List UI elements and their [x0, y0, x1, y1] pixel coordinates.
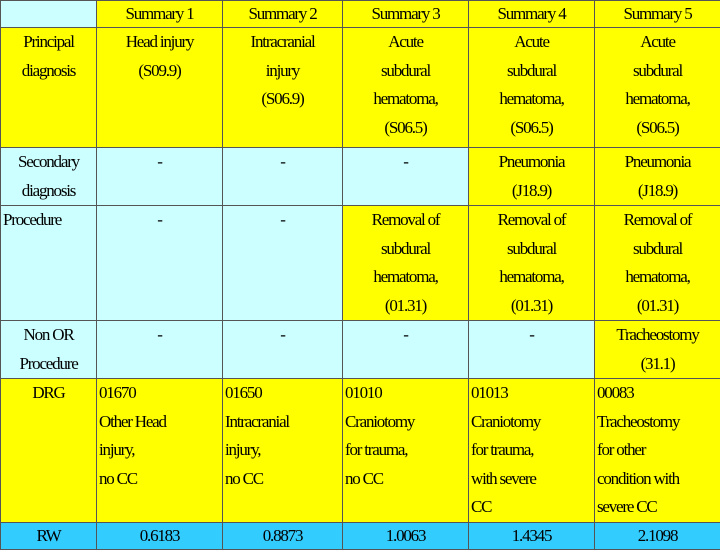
row-principal-diagnosis — [1, 28, 720, 148]
cell-procedure-4: Removal of subdural hematoma, (01.31) — [469, 206, 595, 321]
cell-procedure-2: - — [223, 206, 343, 321]
cell-principal-diagnosis-5: Acute subdural hematoma, (S06.5) — [595, 28, 720, 148]
cell-drg-5: 00083 Tracheostomy for other condition with severe CC — [595, 379, 720, 523]
cell-drg-2: 01650 Intracranial injury, no CC — [223, 379, 343, 523]
cell-principal-diagnosis-3: Acute subdural hematoma, (S06.5) — [343, 28, 469, 148]
cell-procedure-1: - — [97, 206, 223, 321]
corner-cell — [1, 1, 97, 28]
column-header-summary-4: Summary 4 — [469, 1, 595, 28]
cell-secondary-diagnosis-5: Pneumonia (J18.9) — [595, 148, 720, 206]
cell-secondary-diagnosis-2: - — [223, 148, 343, 206]
cell-rw-4: 1.4345 — [469, 522, 595, 549]
column-header-summary-5: Summary 5 — [595, 1, 720, 28]
row-label-rw: RW — [1, 522, 97, 549]
cell-rw-2: 0.8873 — [223, 522, 343, 549]
row-procedure — [1, 206, 720, 321]
column-header-summary-3: Summary 3 — [343, 1, 469, 28]
cell-drg-3: 01010 Craniotomy for trauma, no CC — [343, 379, 469, 523]
column-header-summary-1: Summary 1 — [97, 1, 223, 28]
cell-secondary-diagnosis-4: Pneumonia (J18.9) — [469, 148, 595, 206]
row-secondary-diagnosis — [1, 148, 720, 206]
cell-rw-5: 2.1098 — [595, 522, 720, 549]
cell-secondary-diagnosis-1: - — [97, 148, 223, 206]
row-drg — [1, 379, 720, 523]
row-label-secondary-diagnosis: Secondary diagnosis — [1, 148, 97, 206]
cell-secondary-diagnosis-3: - — [343, 148, 469, 206]
cell-rw-1: 0.6183 — [97, 522, 223, 549]
cell-rw-3: 1.0063 — [343, 522, 469, 549]
cell-non-or-procedure-2: - — [223, 321, 343, 379]
cell-drg-1: 01670 Other Head injury, no CC — [97, 379, 223, 523]
row-label-non-or-procedure: Non OR Procedure — [1, 321, 97, 379]
cell-principal-diagnosis-1: Head injury (S09.9) — [97, 28, 223, 148]
cell-procedure-5: Removal of subdural hematoma, (01.31) — [595, 206, 720, 321]
row-label-procedure: Procedure — [1, 206, 97, 321]
row-non-or-procedure — [1, 321, 720, 379]
cell-non-or-procedure-3: - — [343, 321, 469, 379]
row-rw — [1, 522, 720, 549]
cell-non-or-procedure-4: - — [469, 321, 595, 379]
cell-procedure-3: Removal of subdural hematoma, (01.31) — [343, 206, 469, 321]
row-label-drg: DRG — [1, 379, 97, 523]
cell-drg-4: 01013 Craniotomy for trauma, with severe CC — [469, 379, 595, 523]
cell-principal-diagnosis-2: Intracranial injury (S06.9) — [223, 28, 343, 148]
row-label-principal-diagnosis: Principal diagnosis — [1, 28, 97, 148]
cell-non-or-procedure-1: - — [97, 321, 223, 379]
cell-non-or-procedure-5: Tracheostomy (31.1) — [595, 321, 720, 379]
column-header-summary-2: Summary 2 — [223, 1, 343, 28]
cell-principal-diagnosis-4: Acute subdural hematoma, (S06.5) — [469, 28, 595, 148]
